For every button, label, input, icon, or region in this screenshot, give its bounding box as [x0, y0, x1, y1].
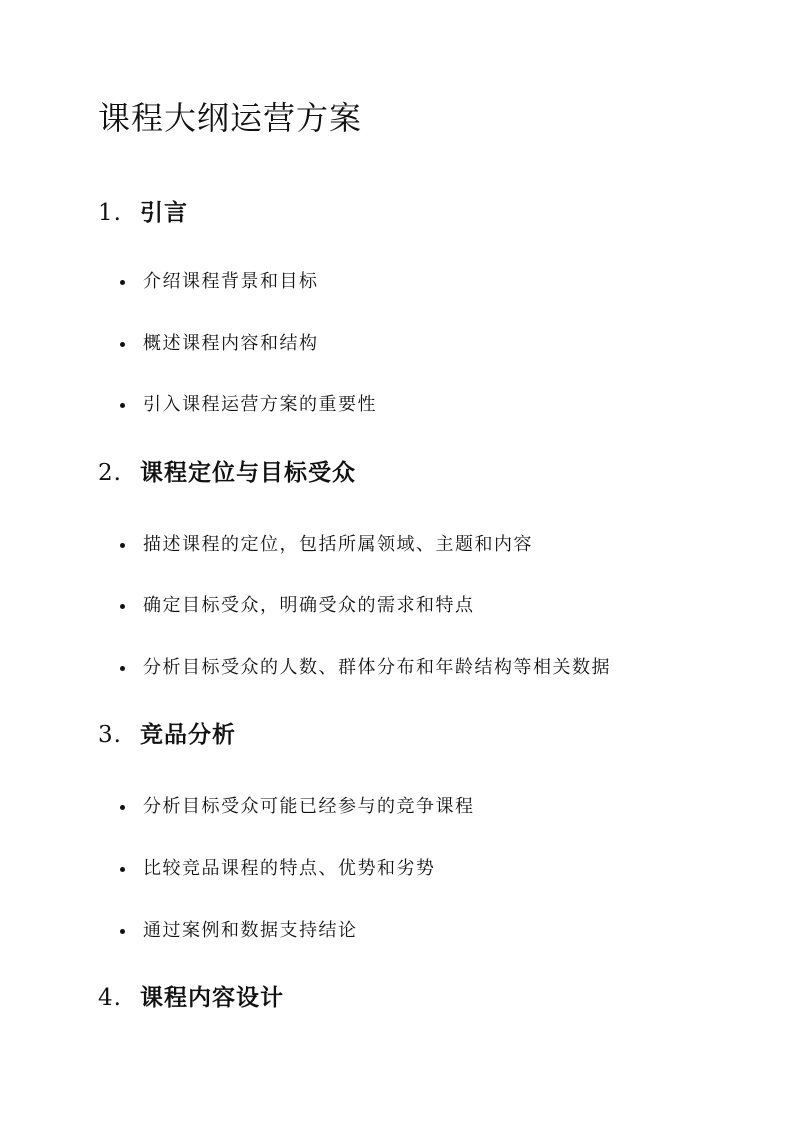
list-item-text: 分析目标受众可能已经参与的竞争课程	[143, 796, 475, 817]
list-item-text: 描述课程的定位，包括所属领域、主题和内容	[143, 534, 533, 555]
section-title: 引言	[140, 199, 188, 226]
list-item	[120, 856, 436, 882]
section-title: 课程定位与目标受众	[140, 459, 356, 486]
section-number: 3.	[98, 722, 122, 748]
list-item	[120, 794, 475, 820]
section-heading	[98, 197, 738, 229]
bullet-icon	[120, 867, 125, 872]
section-number: 1.	[98, 200, 122, 226]
section-2	[98, 457, 738, 678]
section-number: 2.	[98, 460, 122, 486]
bullet-icon	[120, 666, 125, 671]
list-item	[120, 269, 319, 295]
bullet-icon	[120, 805, 125, 810]
section-1	[98, 197, 738, 415]
list-item-text: 介绍课程背景和目标	[143, 271, 319, 292]
list-item	[120, 532, 533, 558]
section-number: 4.	[98, 985, 122, 1011]
document-title: 课程大纲运营方案	[98, 99, 363, 137]
section-4	[98, 982, 738, 1014]
bullet-icon	[120, 342, 125, 347]
list-item	[120, 331, 319, 357]
list-item	[120, 392, 377, 418]
bullet-icon	[120, 543, 125, 548]
bullet-icon	[120, 604, 125, 609]
section-3	[98, 719, 738, 941]
list-item	[120, 593, 475, 619]
list-item-text: 概述课程内容和结构	[143, 333, 319, 354]
list-item	[120, 655, 611, 681]
section-heading	[98, 457, 738, 489]
section-heading	[98, 719, 738, 751]
list-item-text: 比较竞品课程的特点、优势和劣势	[143, 858, 436, 879]
list-item	[120, 918, 358, 944]
list-item-text: 通过案例和数据支持结论	[143, 920, 358, 941]
list-item-text: 分析目标受众的人数、群体分布和年龄结构等相关数据	[143, 657, 611, 678]
bullet-icon	[120, 403, 125, 408]
bullet-icon	[120, 929, 125, 934]
list-item-text: 引入课程运营方案的重要性	[143, 394, 377, 415]
section-heading	[98, 982, 738, 1014]
bullet-icon	[120, 280, 125, 285]
list-item-text: 确定目标受众，明确受众的需求和特点	[143, 595, 475, 616]
section-title: 课程内容设计	[140, 984, 284, 1011]
section-title: 竞品分析	[140, 721, 236, 748]
